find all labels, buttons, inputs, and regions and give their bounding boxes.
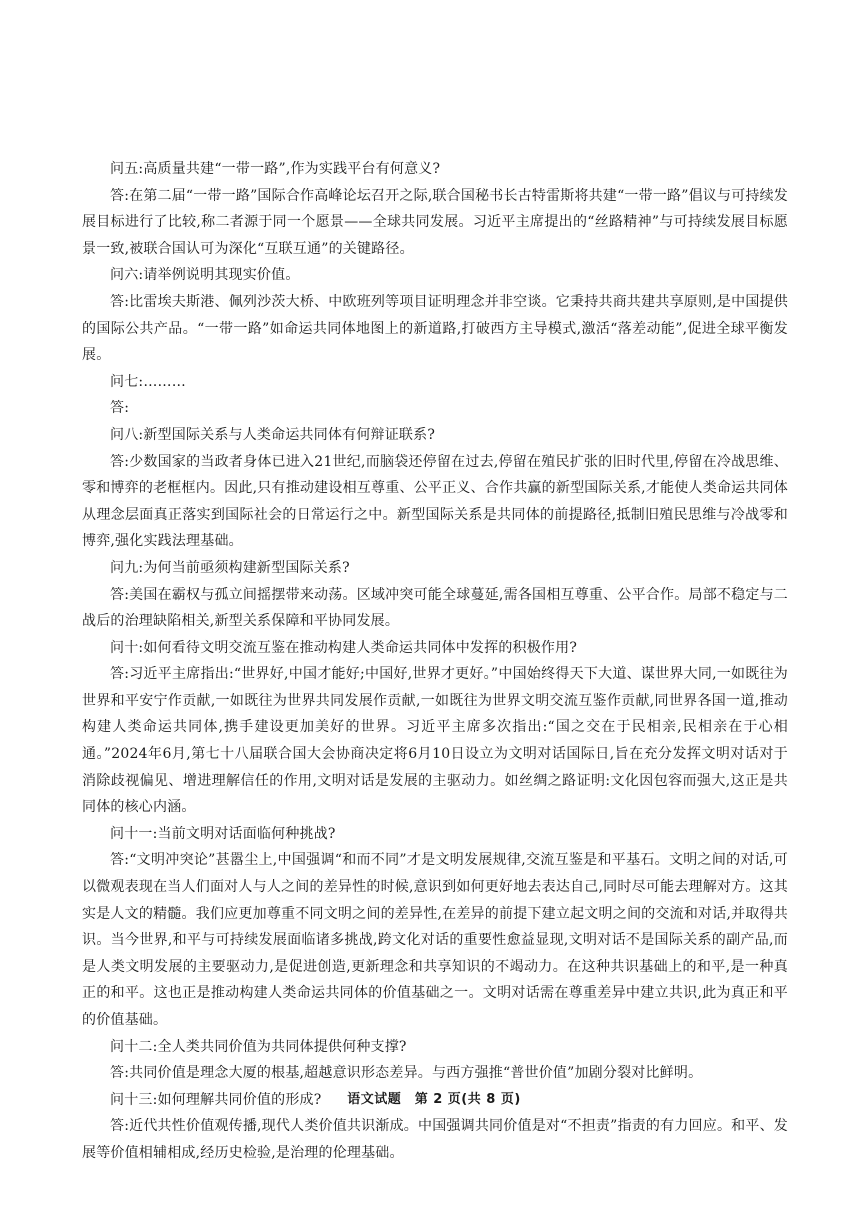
answer-8: 答:少数国家的当政者身体已进入21世纪,而脑袋还停留在过去,停留在殖民扩张的旧时代里,停留在冷战思维、零和博弈的老框框内。因此,只有推动建设相互尊重、公平正义、合作共赢的新型国际关系,才能使人类命运共同体从理念层面真正落实到国际社会的日常运行之中。新型国际关系是共同体的前提路径,抵制旧殖民思维与冷战零和博弈,强化实践法理基础。 — [82, 453, 788, 550]
answer-5: 答:在第二届“一带一路”国际合作高峰论坛召开之际,联合国秘书长古特雷斯将共建“一带一路”倡议与可持续发展目标进行了比较,称二者源于同一个愿景——全球共同发展。习近平主席提出的“丝路精神”与可持续发展目标愿景一致,被联合国认可为深化“互联互通”的关键路径。 — [82, 187, 788, 257]
answer-6: 答:比雷埃夫斯港、佩列沙茨大桥、中欧班列等项目证明理念并非空谈。它秉持共商共建共享原则,是中国提供的国际公共产品。“一带一路”如命运共同体地图上的新道路,打破西方主导模式,激活“落差动能”,促进全球平衡发展。 — [82, 293, 788, 364]
document-body — [82, 156, 788, 1167]
question-12: 问十二:全人类共同价值为共同体提供何种支撑? — [110, 1038, 407, 1055]
answer-13: 答:近代共性价值观传播,现代人类价值共识渐成。中国强调共同价值是对“不担责”指责的有力回应。和平、发展等价值相辅相成,经历史检验,是治理的伦理基础。 — [82, 1118, 788, 1161]
answer-9: 答:美国在霸权与孤立间摇摆带来动荡。区域冲突可能全球蔓延,需各国相互尊重、公平合作。局部不稳定与二战后的治理缺陷相关,新型关系保障和平协同发展。 — [82, 586, 788, 630]
question-5: 问五:高质量共建“一带一路”,作为实践平台有何意义? — [110, 161, 441, 177]
question-6: 问六:请举例说明其现实价值。 — [110, 267, 300, 284]
question-13: 问十三:如何理解共同价值的形成? — [110, 1091, 322, 1108]
answer-12: 答:共同价值是理念大厦的根基,超越意识形态差异。与西方强推“普世价值”加剧分裂对比鲜明。 — [110, 1065, 703, 1082]
answer-11: 答:“文明冲突论”甚嚣尘上,中国强调“和而不同”才是文明发展规律,交流互鉴是和平基石。文明之间的对话,可以微观表现在当人们面对人与人之间的差异性的时候,意识到如何更好地去表达自己,同时尽可能去理解对方。这其实是人文的精髓。我们应更加尊重不同文明之间的差异性,在差异的前提下建立起文明之间的交流和对话,并取得共识。当今世界,和平与可持续发展面临诸多挑战,跨文化对话的重要性愈益显现,文明对话不是国际关系的副产品,而是人类文明发展的主要驱动力,是促进创造,更新理念和共享知识的不竭动力。在这种共识基础上的和平,是一种真正的和平。这也正是推动构建人类命运共同体的价值基础之一。文明对话需在尊重差异中建立共识,此为真正和平的价值基础。 — [82, 852, 788, 1028]
question-7: 问七:……… — [110, 373, 186, 390]
answer-7: 答: — [110, 400, 130, 417]
answer-10: 答:习近平主席指出:“世界好,中国才能好;中国好,世界才更好。”中国始终得天下大道、谋世界大同,一如既往为世界和平安宁作贡献,一如既往为世界共同发展作贡献,一如既往为世界文明交流互鉴作贡献,同世界各国一道,推动构建人类命运共同体,携手建设更加美好的世界。习近平主席多次指出:“国之交在于民相亲,民相亲在于心相通。”2024年6月,第七十八届联合国大会协商决定将6月10日设立为文明对话国际日,旨在充分发挥文明对话对于消除歧视偏见、增进理解信任的作用,文明对话是发展的主驱动力。如丝绸之路证明:文化因包容而强大,这正是共同体的核心内涵。 — [82, 666, 788, 816]
page-footer: 语文试题 第 2 页(共 8 页) — [347, 1092, 521, 1107]
question-8: 问八:新型国际关系与人类命运共同体有何辩证联系? — [110, 426, 436, 443]
question-9: 问九:为何当前亟须构建新型国际关系? — [110, 559, 350, 576]
question-11: 问十一:当前文明对话面临何种挑战? — [110, 825, 336, 842]
question-10: 问十:如何看待文明交流互鉴在推动构建人类命运共同体中发挥的积极作用? — [110, 639, 578, 656]
